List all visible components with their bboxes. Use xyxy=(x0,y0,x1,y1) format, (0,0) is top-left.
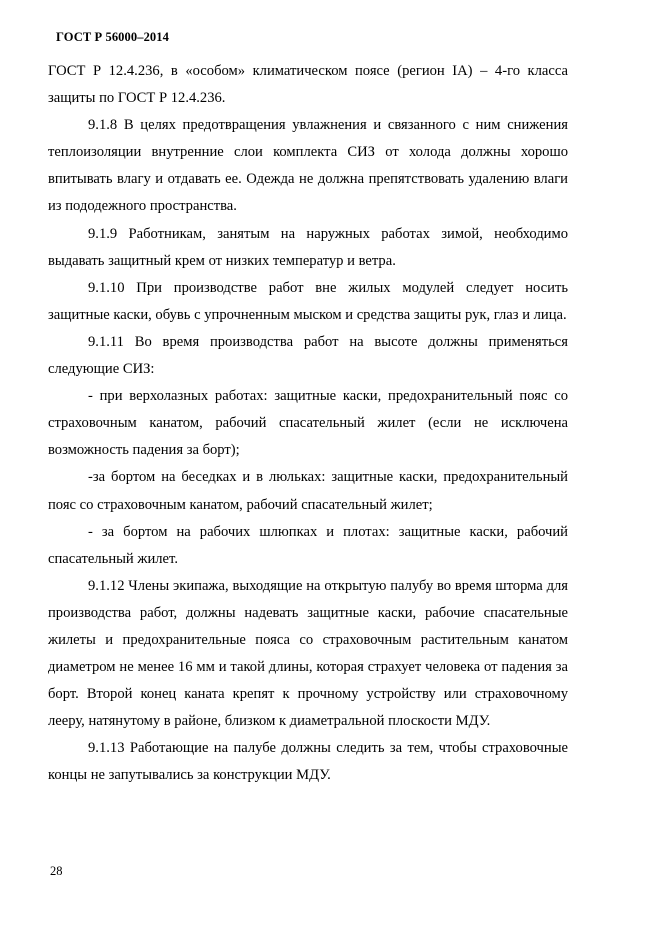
paragraph-9-1-12: 9.1.12 Члены экипажа, выходящие на открытую палубу во время шторма для производства работ, должны надевать защитные каски, рабочие спасательные жилеты и предохранительные пояса со страховочным растительным канатом диаметром не менее 16 мм и такой длины, которая страхует человека от падения за борт. Второй конец каната крепят к прочному устройству или страховочному леeру, натянутому в районе, близком к диаметральной плоскости МДУ. xyxy=(48,577,568,730)
paragraph-9-1-8: 9.1.8 В целях предотвращения увлажнения и связанного с ним снижения теплоизоляции внутренние слои комплекта СИЗ от холода должны хорошо впитывать влагу и отдавать ее. Одежда не должна препятствовать удалению влаги из пододежного пространства. xyxy=(48,117,568,215)
body-text xyxy=(48,58,568,790)
page-header-doc-code: ГОСТ Р 56000–2014 xyxy=(56,30,169,44)
list-item-overboard-cradles: -за бортом на беседках и в люльках: защитные каски, предохранительный пояс со страховочным канатом, рабочий спасательный жилет; xyxy=(48,469,568,513)
paragraph-9-1-10: 9.1.10 При производстве работ вне жилых модулей следует носить защитные каски, обувь с упрочненным мыском и средства защиты рук, глаз и лица. xyxy=(48,279,568,323)
list-item-overboard-boats: - за бортом на рабочих шлюпках и плотах: защитные каски, рабочий спасательный жилет. xyxy=(48,523,568,567)
paragraph-continuation: ГОСТ Р 12.4.236, в «особом» климатическом поясе (регион IA) – 4-го класса защиты по ГОСТ Р 12.4.236. xyxy=(48,63,568,107)
list-item-climbing-work: - при верхолазных работах: защитные каски, предохранительный пояс со страховочным канатом, рабочий спасательный жилет (если не исключена возможность падения за борт); xyxy=(48,388,568,459)
page-number: 28 xyxy=(50,864,63,878)
paragraph-9-1-13: 9.1.13 Работающие на палубе должны следить за тем, чтобы страховочные концы не запутывались за конструкции МДУ. xyxy=(48,740,568,784)
paragraph-9-1-9: 9.1.9 Работникам, занятым на наружных работах зимой, необходимо выдавать защитный крем от низких температур и ветра. xyxy=(48,225,568,269)
paragraph-9-1-11: 9.1.11 Во время производства работ на высоте должны применяться следующие СИЗ: xyxy=(48,333,568,378)
